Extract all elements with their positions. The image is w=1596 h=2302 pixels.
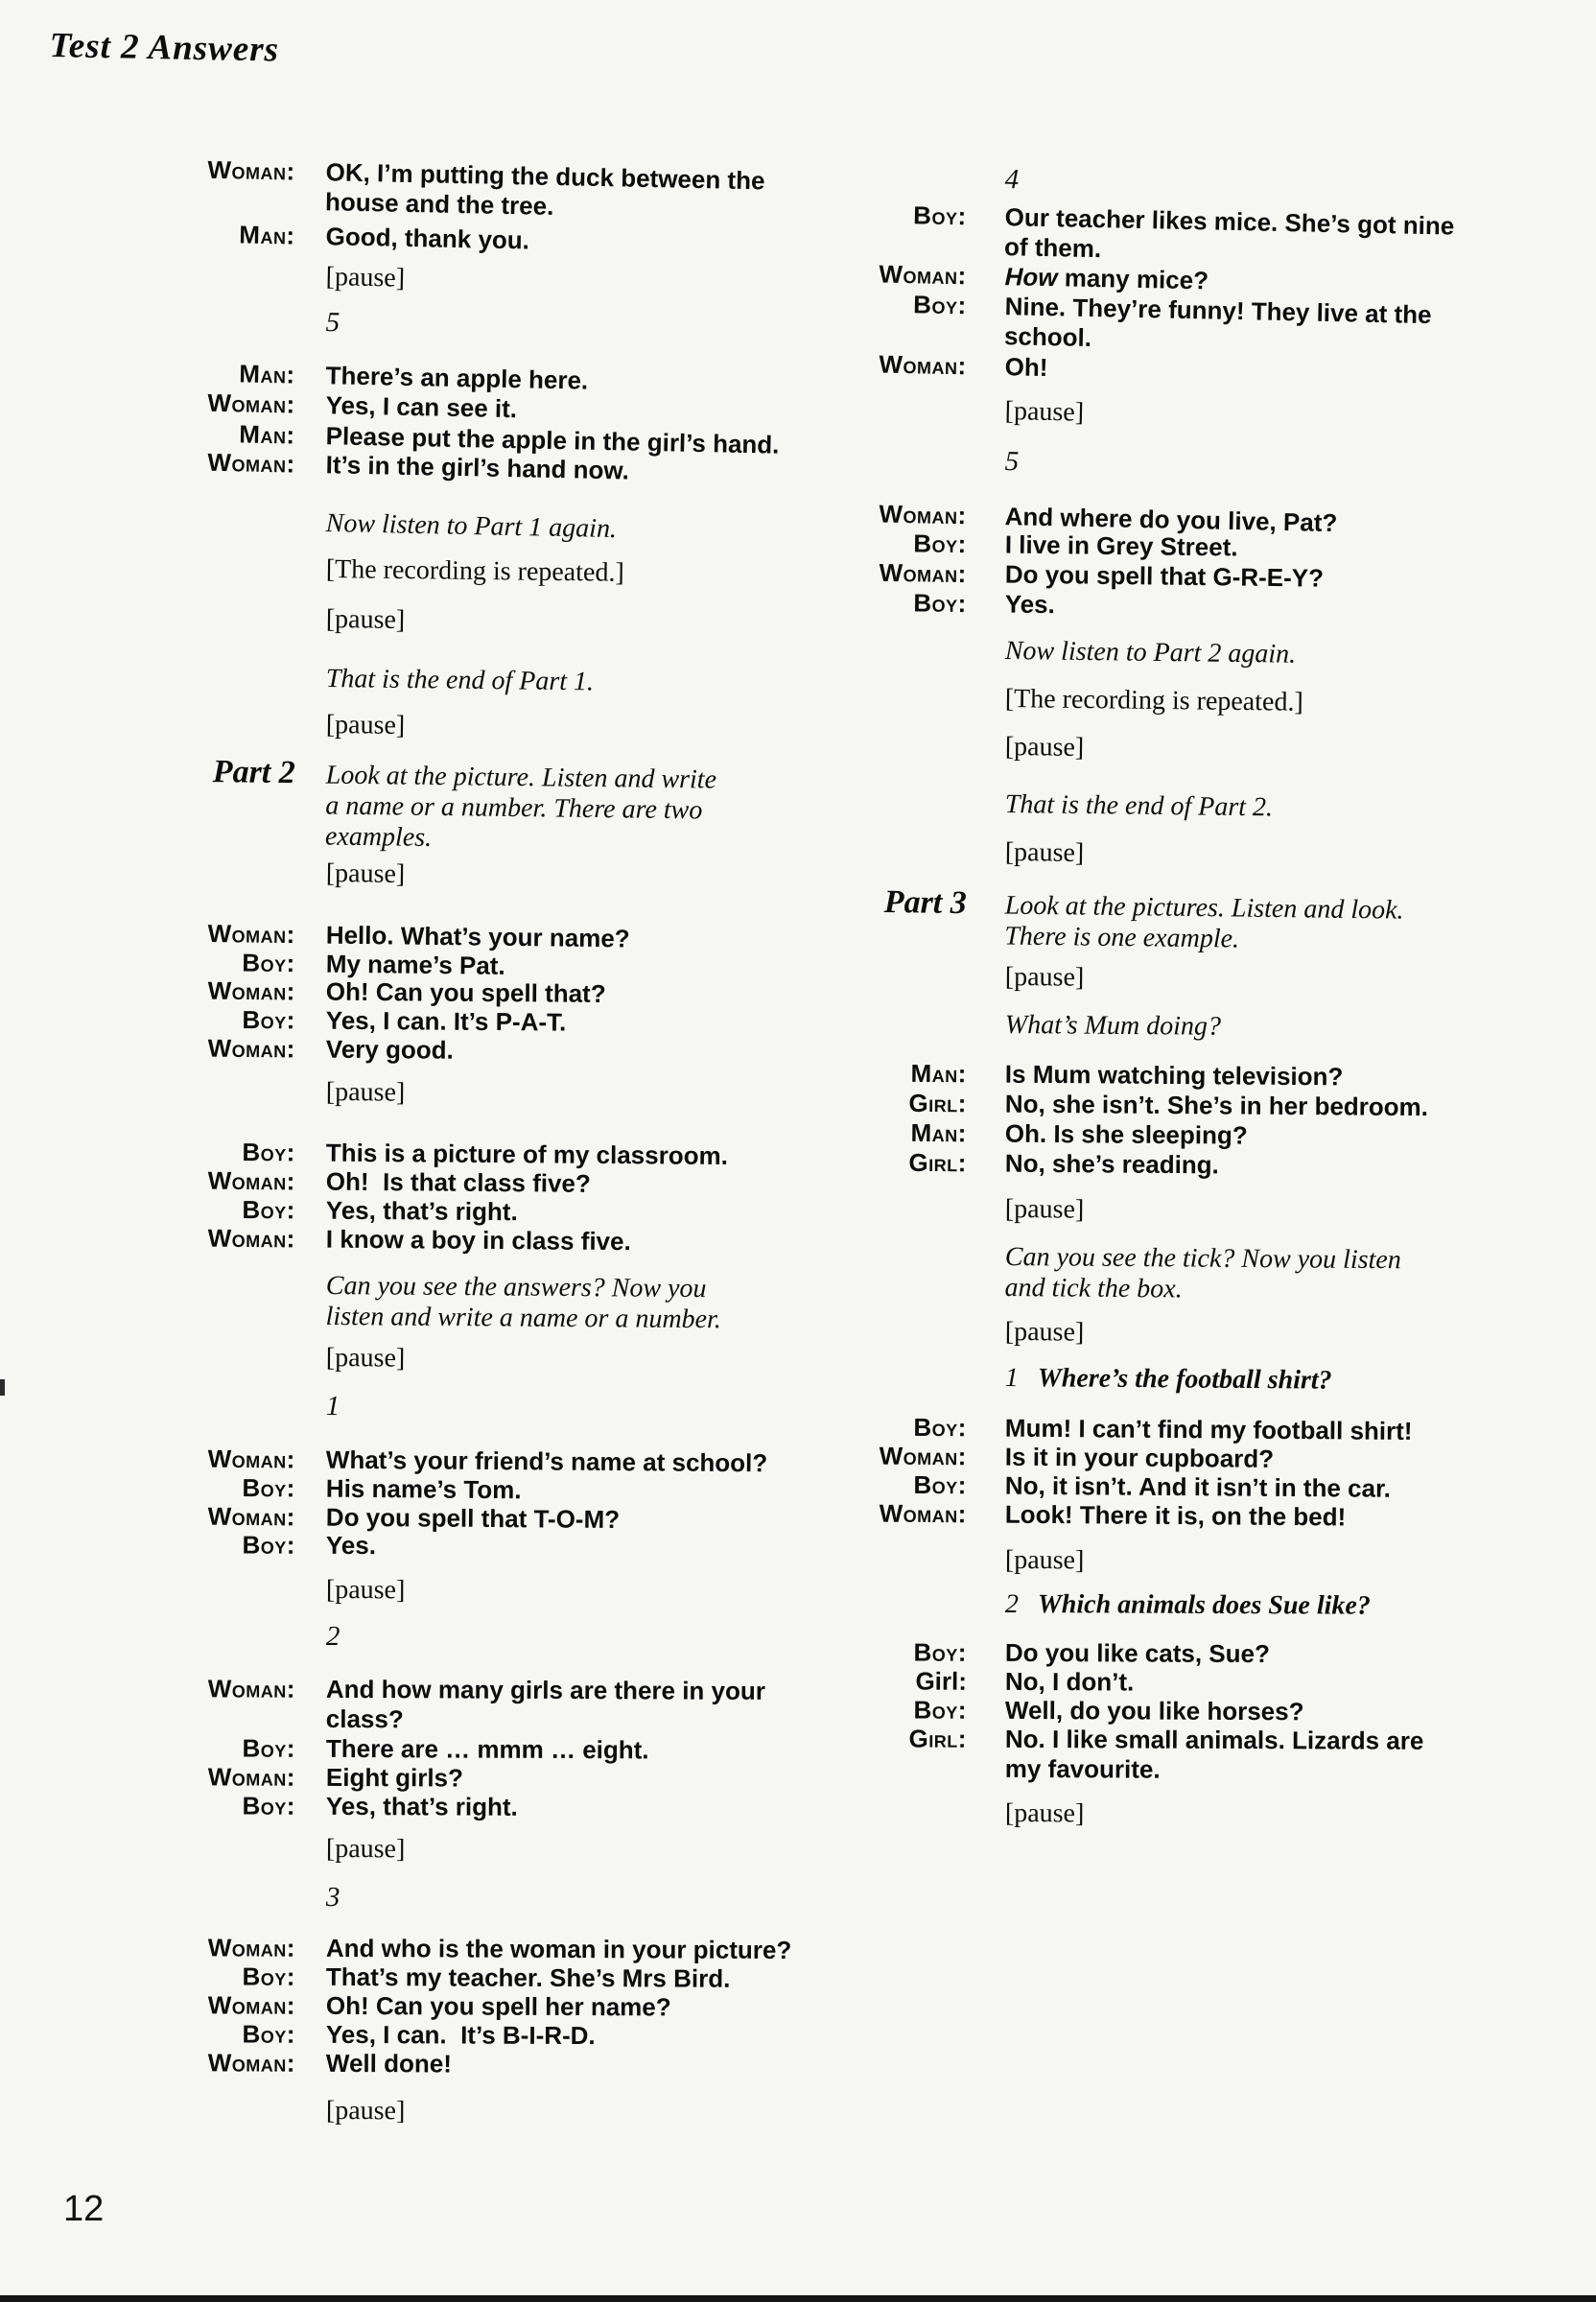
dialogue-line: Very good.: [325, 1034, 454, 1065]
pause-marker: [1005, 1194, 1085, 1226]
dialogue-line: And who is the woman in your picture?: [325, 1933, 792, 1965]
item-number-text: 2: [325, 1621, 340, 1653]
speaker-label: Girl:: [908, 1088, 967, 1118]
question-text: Where’s the football shirt?: [1037, 1363, 1332, 1396]
item-number-text: 3: [325, 1882, 340, 1914]
dialogue-row: [806, 1498, 1347, 1532]
dialogue-line: Hello. What’s your name?: [325, 920, 630, 953]
dialogue-text: [1005, 1119, 1248, 1151]
dialogue-line: Well, do you like horses?: [1004, 1695, 1304, 1726]
part-instructions: [325, 761, 716, 857]
speaker-label: Woman:: [207, 388, 295, 419]
stage-line: Can you see the answers? Now you: [325, 1271, 707, 1304]
dialogue-line: Mum! I can’t find my football shirt!: [1004, 1413, 1413, 1445]
dialogue-line: Yes.: [1004, 589, 1056, 620]
dialogue-text: [1005, 1414, 1413, 1446]
dialogue-row: [806, 1666, 1134, 1697]
dialogue-text: [326, 1763, 463, 1794]
speaker-label: Woman:: [207, 154, 295, 186]
speaker-label: Boy:: [913, 1695, 967, 1725]
pause-marker: [326, 1834, 406, 1865]
dialogue-row: [806, 1117, 1248, 1151]
speaker-label: Boy:: [912, 200, 967, 231]
dialogue-row: [124, 153, 765, 225]
dialogue-line: And where do you live, Pat?: [1004, 502, 1338, 538]
dialogue-line: house and the tree.: [324, 187, 554, 221]
dialogue-line: Do you spell that G-R-E-Y?: [1004, 559, 1325, 593]
stage-line: [pause]: [325, 1834, 406, 1865]
dialogue-row: [125, 1194, 518, 1227]
dialogue-line: Eight girls?: [325, 1762, 463, 1793]
item-number: [326, 1391, 340, 1422]
speaker-label: Woman:: [207, 1674, 295, 1703]
pause-marker: [1005, 684, 1303, 718]
dialogue-row: [125, 2048, 452, 2079]
pause-marker: [1005, 1545, 1085, 1576]
speaker-label: Girl:: [908, 1147, 967, 1178]
dialogue-line: OK, I’m putting the duck between the: [325, 157, 765, 196]
pause-marker: [1005, 1317, 1085, 1349]
stage-line: Look at the pictures. Listen and look.: [1004, 890, 1404, 926]
dialogue-row: [125, 1004, 567, 1038]
speaker-label: Woman:: [879, 1441, 967, 1471]
dialogue-line: class?: [325, 1703, 404, 1734]
speaker-label: Woman:: [879, 1498, 967, 1529]
speaker-label: Woman:: [207, 919, 295, 950]
dialogue-row: [806, 587, 1055, 620]
dialogue-text: [1004, 202, 1455, 270]
stage-line: [The recording is repeated.]: [325, 554, 624, 588]
speaker-label: Woman:: [879, 349, 967, 381]
stage-line: [pause]: [1004, 1194, 1085, 1225]
speaker-label: Boy:: [242, 1004, 295, 1035]
speaker-label: Girl:: [915, 1666, 967, 1696]
speaker-label: Boy:: [913, 1412, 967, 1443]
pause-marker: [326, 604, 406, 636]
dialogue-row: [806, 1695, 1304, 1726]
speaker-label: Woman:: [207, 1223, 295, 1254]
dialogue-text: [1005, 1443, 1274, 1474]
stage-line: [pause]: [1004, 1317, 1085, 1348]
dialogue-line: Oh! Can you spell that?: [325, 976, 606, 1008]
dialogue-line: What’s your friend’s name at school?: [325, 1445, 768, 1478]
speaker-label: Boy:: [242, 1194, 295, 1225]
dialogue-line: This is a picture of my classroom.: [325, 1138, 729, 1170]
speaker-label: Woman:: [207, 1762, 295, 1792]
pause-marker: [1005, 962, 1085, 994]
dialogue-line: Yes, I can. It’s B-I-R-D.: [325, 2019, 596, 2051]
question-number: 2: [1004, 1589, 1019, 1620]
speaker-label: Man:: [239, 419, 295, 450]
stage-line: [The recording is repeated.]: [1004, 684, 1303, 717]
dialogue-line: Is it in your cupboard?: [1004, 1442, 1275, 1473]
stage-line: There is one example.: [1004, 921, 1240, 954]
dialogue-row: [125, 1674, 765, 1736]
dialogue-text: [326, 1035, 454, 1066]
dialogue-line: How many mice?: [1004, 262, 1209, 295]
item-number-text: 1: [325, 1391, 340, 1422]
stage-line: That is the end of Part 2.: [1004, 789, 1274, 823]
dialogue-line: Do you spell that T-O-M?: [325, 1502, 621, 1535]
dialogue-line: I know a boy in class five.: [325, 1224, 631, 1257]
dialogue-line: Yes, that’s right.: [325, 1791, 518, 1821]
dialogue-text: [325, 157, 765, 225]
stage-line: [pause]: [1004, 1798, 1085, 1829]
dialogue-text: [1005, 590, 1055, 621]
dialogue-text: [1005, 1725, 1424, 1786]
dialogue-text: [326, 950, 505, 981]
pause-marker: [1005, 1798, 1085, 1829]
dialogue-text: [1005, 1471, 1391, 1504]
speaker-label: Man:: [239, 220, 295, 250]
dialogue-row: [125, 1933, 791, 1965]
pause-marker: [326, 858, 406, 890]
speaker-label: Woman:: [207, 1165, 295, 1196]
stage-line: a name or a number. There are two: [325, 790, 703, 826]
speaker-label: Boy:: [242, 1137, 295, 1167]
question-heading: [1005, 1363, 1332, 1397]
stage-line: Now listen to Part 1 again.: [325, 508, 618, 545]
pause-marker: [326, 1077, 406, 1109]
part-instructions: [1004, 891, 1404, 957]
dialogue-line: No. I like small animals. Lizards are: [1004, 1724, 1424, 1755]
dialogue-text: [1005, 1638, 1270, 1669]
item-number: [1004, 164, 1019, 196]
stage-line: Can you see the tick? Now you listen: [1004, 1242, 1401, 1276]
stage-direction: [1005, 636, 1297, 670]
dialogue-text: [326, 1474, 522, 1506]
speaker-label: Boy:: [912, 290, 967, 320]
dialogue-text: [1005, 1500, 1347, 1533]
dialogue-line: There’s an apple here.: [325, 361, 589, 395]
speaker-label: Boy:: [242, 1530, 295, 1560]
speaker-label: Woman:: [207, 975, 295, 1006]
pause-marker: [326, 1575, 406, 1606]
dialogue-line: my favourite.: [1004, 1753, 1161, 1784]
dialogue-line: Oh! Can you spell her name?: [325, 1990, 671, 2022]
pause-marker: [326, 2096, 406, 2126]
speaker-label: Boy:: [913, 588, 967, 619]
dialogue-text: [326, 1962, 731, 1994]
dialogue-line: Well done!: [325, 2048, 452, 2079]
dialogue-text: [325, 222, 529, 255]
dialogue-line: Yes, I can. It’s P-A-T.: [325, 1005, 567, 1037]
dialogue-text: [326, 977, 606, 1009]
item-number: [326, 1621, 340, 1653]
dialogue-text: [326, 2020, 596, 2051]
item-number-text: 5: [325, 307, 340, 339]
dialogue-text: [326, 1167, 591, 1199]
dialogue-row: [806, 1088, 1428, 1122]
speaker-label: Woman:: [207, 1033, 295, 1064]
stage-line: [pause]: [325, 858, 406, 890]
dialogue-line: Nine. They’re funny! They live at the: [1004, 292, 1432, 330]
dialogue-row: [125, 1472, 522, 1505]
stage-direction: [325, 1271, 721, 1335]
dialogue-text: [325, 450, 629, 485]
dialogue-line: Oh. Is she sleeping?: [1004, 1118, 1248, 1150]
dialogue-text: [1004, 262, 1209, 295]
dialogue-line: of them.: [1003, 232, 1102, 264]
stage-line: examples.: [324, 821, 433, 853]
dialogue-line: school.: [1003, 321, 1092, 352]
question-text: Which animals does Sue like?: [1037, 1589, 1371, 1621]
dialogue-row: [805, 348, 1047, 383]
dialogue-line: No, I don’t.: [1004, 1666, 1135, 1697]
stage-line: [pause]: [325, 1343, 406, 1374]
dialogue-text: [1005, 560, 1325, 594]
dialogue-row: [124, 218, 529, 255]
dialogue-line: Yes.: [325, 1530, 377, 1561]
speaker-label: Woman:: [879, 557, 967, 589]
dialogue-line: Our teacher likes mice. She’s got nine: [1004, 202, 1455, 241]
page-number: 12: [63, 2189, 105, 2229]
dialogue-line: No, she’s reading.: [1004, 1148, 1219, 1180]
dialogue-text: [326, 1445, 768, 1479]
dialogue-line: Do you like cats, Sue?: [1004, 1637, 1270, 1669]
dialogue-line: It’s in the girl’s hand now.: [325, 450, 630, 485]
dialogue-row: [125, 1762, 463, 1794]
dialogue-text: [325, 390, 517, 424]
stage-line: Now listen to Part 2 again.: [1004, 636, 1297, 669]
dialogue-row: [805, 288, 1432, 360]
item-number: [326, 1882, 340, 1914]
dialogue-row: [125, 1223, 631, 1257]
pause-marker: [326, 554, 624, 589]
item-number-text: 5: [1004, 446, 1020, 478]
dialogue-line: Oh! Is that class five?: [325, 1166, 591, 1198]
dialogue-text: [1005, 1696, 1304, 1726]
speaker-label: Woman:: [879, 499, 967, 530]
speaker-label: Boy:: [242, 1791, 295, 1820]
dialogue-text: [1004, 352, 1047, 383]
stage-direction: [1004, 1242, 1400, 1306]
speaker-label: Man:: [910, 1058, 967, 1089]
dialogue-row: [806, 1058, 1344, 1092]
speaker-label: Boy:: [242, 1472, 295, 1503]
dialogue-text: [1005, 1060, 1344, 1092]
dialogue-text: [326, 1503, 620, 1535]
speaker-label: Woman:: [879, 259, 967, 291]
speaker-label: Woman:: [207, 2048, 295, 2078]
speaker-label: Girl:: [908, 1724, 967, 1753]
dialogue-row: [125, 1990, 671, 2022]
stage-line: That is the end of Part 1.: [325, 664, 595, 697]
dialogue-line: His name’s Tom.: [325, 1473, 522, 1505]
dialogue-line: My name’s Pat.: [325, 949, 505, 980]
stage-direction: [325, 508, 617, 545]
stage-line: [pause]: [1004, 732, 1085, 763]
question-heading: [1005, 1589, 1371, 1622]
dialogue-row: [806, 1724, 1424, 1786]
dialogue-text: [1005, 1090, 1428, 1122]
dialogue-row: [125, 1733, 649, 1765]
speaker-label: Woman:: [207, 1501, 295, 1532]
dialogue-line: Yes, that’s right.: [325, 1195, 518, 1227]
stage-line: [pause]: [325, 262, 406, 294]
stage-line: [pause]: [325, 604, 406, 636]
part-heading: [805, 883, 1404, 957]
speaker-label: Woman:: [207, 1444, 295, 1474]
dialogue-text: [326, 1934, 791, 1965]
dialogue-line: Oh!: [1004, 352, 1048, 383]
dialogue-text: [326, 1139, 728, 1171]
speaker-label: Boy:: [242, 1961, 295, 1991]
dialogue-line: I live in Grey Street.: [1004, 529, 1238, 562]
speaker-label: Man:: [239, 359, 295, 389]
dialogue-text: [326, 1225, 631, 1257]
question-number: 1: [1004, 1363, 1019, 1394]
speaker-label: Boy:: [913, 529, 967, 559]
dialogue-text: [326, 1196, 518, 1228]
stage-direction: [326, 664, 595, 697]
part-label: Part 2: [212, 754, 295, 791]
stage-line: Look at the picture. Listen and write: [325, 760, 717, 795]
stage-line: [pause]: [325, 1575, 406, 1606]
scan-edge: [0, 2295, 1596, 2302]
stage-line: What’s Mum doing?: [1004, 1010, 1222, 1042]
stage-line: [pause]: [1004, 837, 1085, 869]
dialogue-line: Is Mum watching television?: [1004, 1059, 1344, 1092]
stage-line: and tick the box.: [1004, 1272, 1183, 1304]
part-heading: [124, 753, 716, 857]
dialogue-text: [326, 1531, 376, 1561]
speaker-label: Woman:: [207, 1933, 295, 1962]
pause-marker: [1004, 396, 1084, 429]
part-label: Part 3: [883, 884, 967, 922]
pause-marker: [326, 710, 406, 741]
dialogue-row: [125, 1791, 518, 1822]
scan-artifact: [0, 1379, 5, 1396]
speaker-label: Man:: [910, 1117, 967, 1148]
stage-direction: [1005, 1010, 1221, 1043]
dialogue-text: [326, 1991, 671, 2023]
stage-line: listen and write a name or a number.: [325, 1301, 721, 1335]
dialogue-text: [326, 1792, 518, 1822]
dialogue-line: Yes, I can see it.: [325, 390, 518, 424]
speaker-label: Boy:: [242, 1733, 295, 1763]
dialogue-row: [125, 1530, 376, 1561]
dialogue-row: [806, 1147, 1219, 1180]
stage-line: [pause]: [325, 2096, 406, 2126]
dialogue-row: [125, 2019, 596, 2051]
speaker-label: Woman:: [207, 447, 295, 479]
dialogue-text: [326, 1734, 649, 1765]
dialogue-text: [1004, 292, 1432, 360]
page-title: Test 2 Answers: [49, 25, 280, 70]
stage-line: [pause]: [1004, 1545, 1085, 1576]
dialogue-row: [125, 1961, 731, 1994]
dialogue-line: That’s my teacher. She’s Mrs Bird.: [325, 1961, 731, 1993]
dialogue-text: [1005, 1667, 1134, 1698]
stage-line: [pause]: [325, 710, 406, 741]
dialogue-line: Good, thank you.: [325, 222, 530, 255]
stage-line: [pause]: [325, 1077, 406, 1108]
speaker-label: Boy:: [242, 2019, 295, 2049]
pause-marker: [1005, 837, 1085, 869]
dialogue-text: [326, 1006, 567, 1038]
stage-direction: [1005, 789, 1274, 823]
stage-line: [pause]: [1004, 962, 1085, 993]
dialogue-text: [326, 1675, 765, 1736]
dialogue-text: [1005, 1149, 1219, 1181]
dialogue-line: And how many girls are there in your: [325, 1674, 765, 1705]
pause-marker: [1005, 732, 1085, 763]
dialogue-line: Look! There it is, on the bed!: [1004, 1499, 1347, 1532]
dialogue-row: [806, 1637, 1270, 1669]
pause-marker: [325, 262, 405, 294]
dialogue-line: No, it isn’t. And it isn’t in the car.: [1004, 1470, 1392, 1503]
dialogue-row: [125, 1033, 454, 1066]
item-number-text: 4: [1004, 164, 1020, 196]
pause-marker: [326, 1343, 406, 1374]
dialogue-line: No, she isn’t. She’s in her bedroom.: [1004, 1089, 1429, 1122]
speaker-label: Boy:: [913, 1469, 967, 1500]
item-number: [325, 307, 340, 339]
speaker-label: Boy:: [242, 948, 295, 978]
speaker-label: Boy:: [913, 1637, 967, 1667]
stage-line: [pause]: [1004, 396, 1085, 428]
dialogue-text: [1005, 530, 1238, 563]
dialogue-line: There are … mmm … eight.: [325, 1733, 649, 1765]
dialogue-text: [326, 2049, 452, 2079]
dialogue-line: Please put the apple in the girl’s hand.: [325, 421, 780, 459]
item-number: [1004, 446, 1019, 478]
speaker-label: Woman:: [207, 1990, 295, 2020]
